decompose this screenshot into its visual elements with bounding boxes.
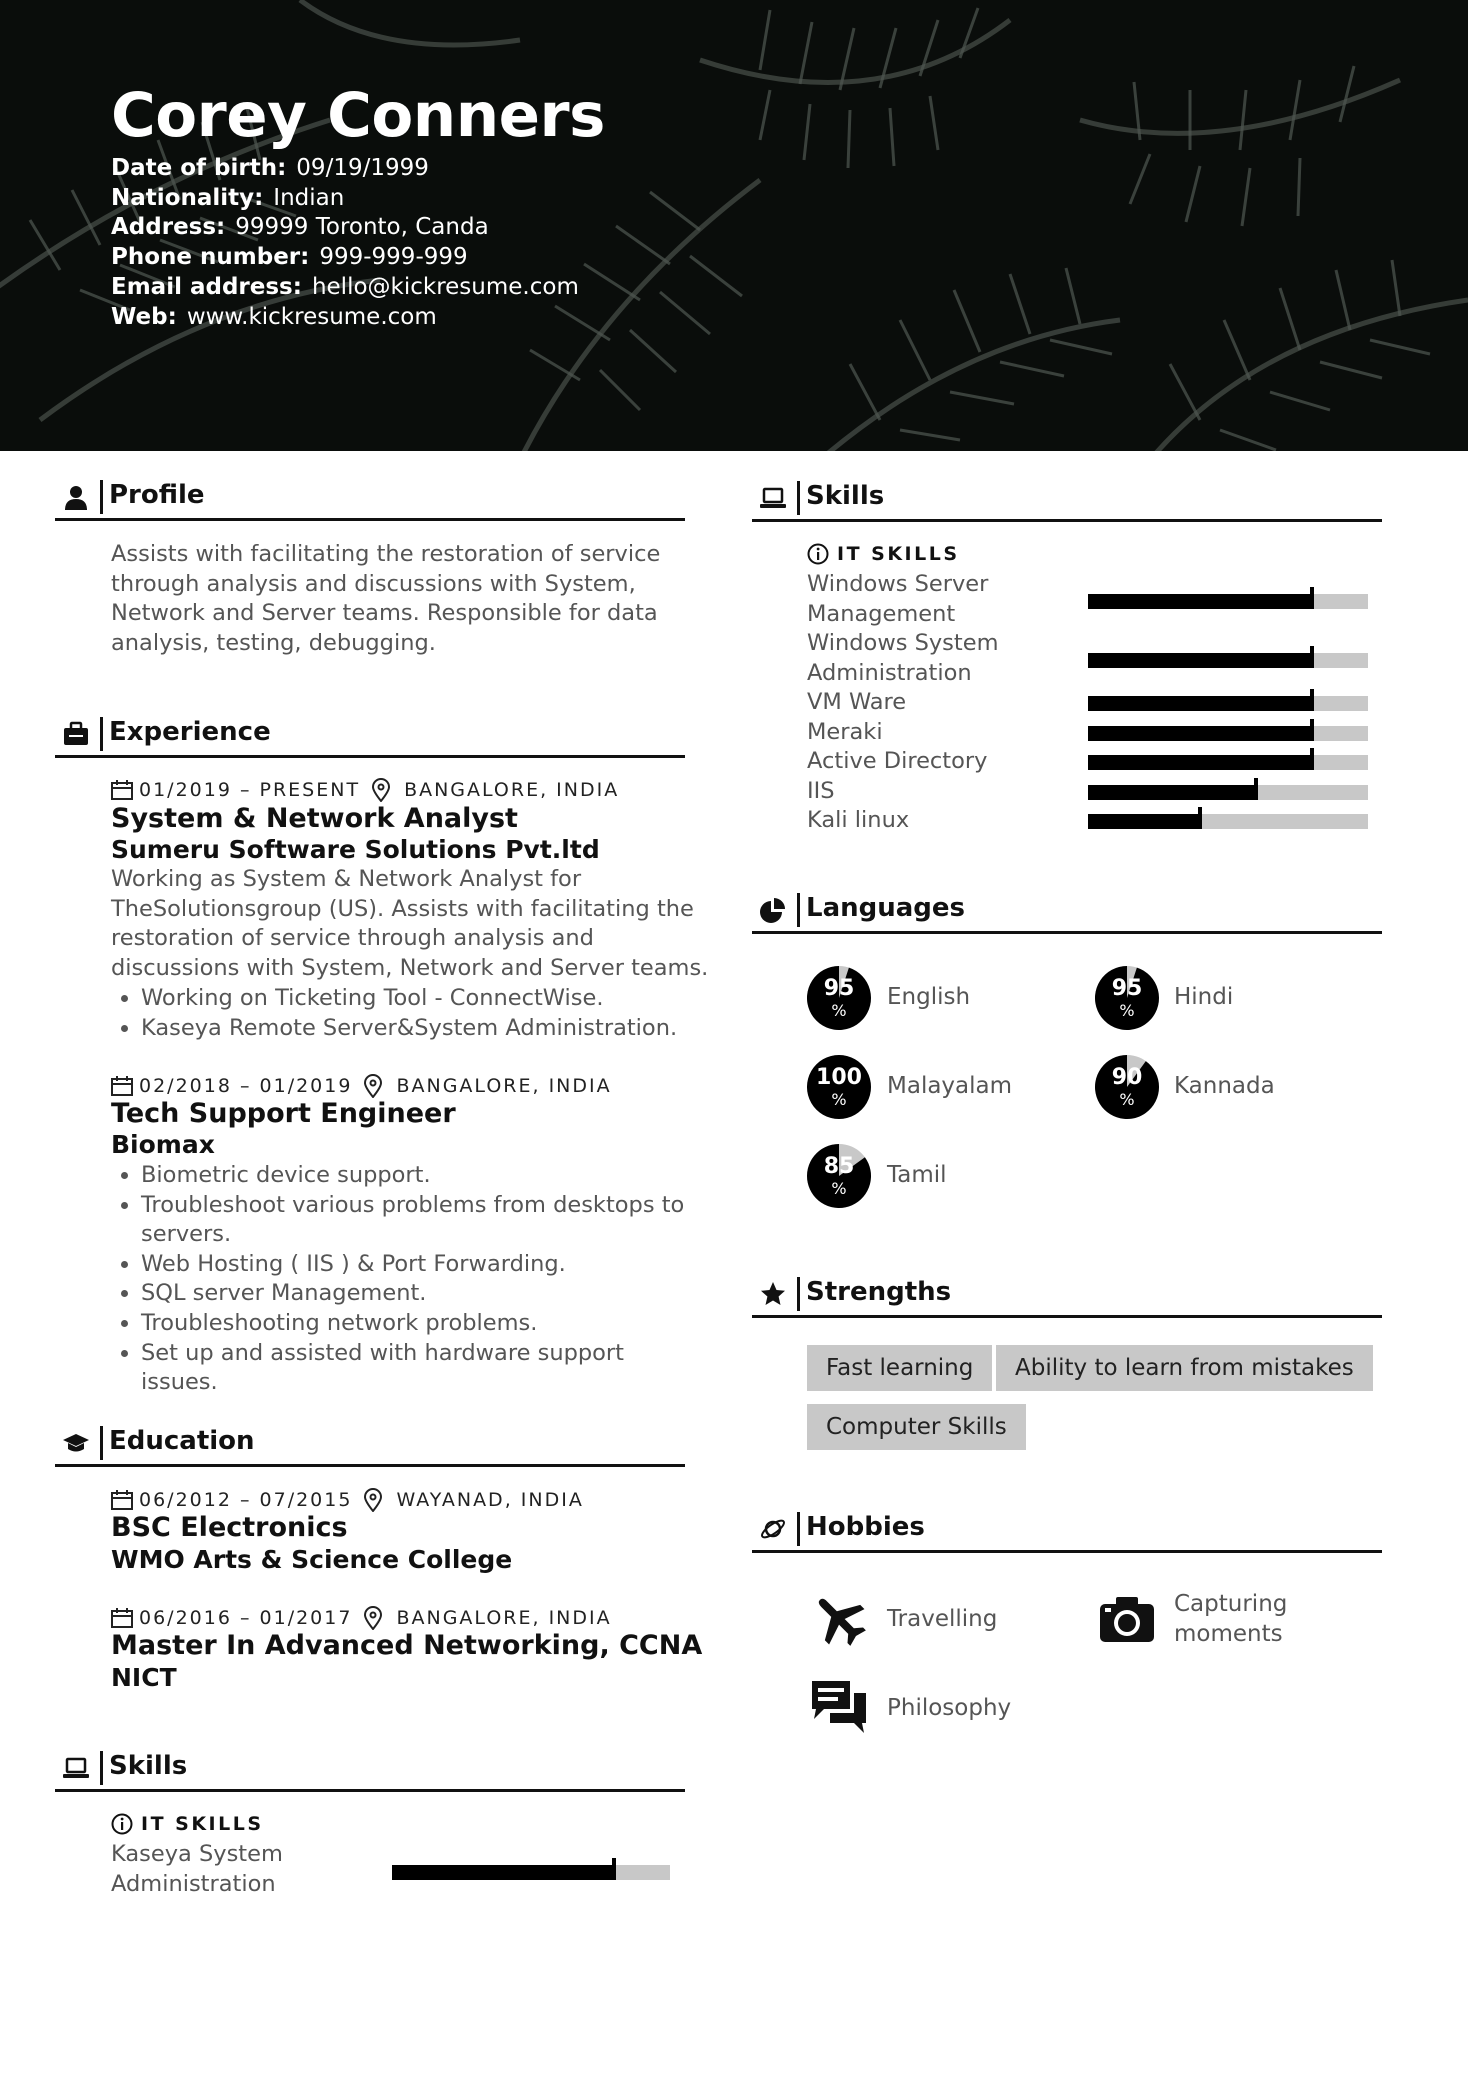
skills-section-header (55, 1749, 685, 1792)
hobby-name: Philosophy (887, 1695, 1012, 1721)
info-value: 09/19/1999 (296, 155, 429, 181)
calendar-icon (111, 780, 133, 800)
info-value: www.kickresume.com (186, 303, 437, 330)
job-title: Tech Support Engineer (111, 1098, 456, 1129)
calendar-icon (111, 1490, 133, 1510)
location-pin-icon (372, 778, 390, 802)
skill-level-bar (1088, 594, 1368, 609)
info-label: Nationality: (111, 184, 264, 211)
language-unit: % (831, 1090, 847, 1109)
section-title: Skills (109, 1751, 188, 1781)
education-school: WMO Arts & Science College (111, 1545, 513, 1574)
laptop-icon (760, 485, 786, 511)
section-divider (100, 717, 103, 751)
job-desc-line: TheSolutionsgroup (US). Assists with facilitating the (111, 895, 694, 922)
info-value: 99999 Toronto, Canda (235, 214, 489, 241)
job-bullet: • Troubleshooting network problems. (141, 1309, 701, 1339)
job-meta (111, 778, 619, 802)
job-bullet: • Kaseya Remote Server&System Administration. (141, 1014, 721, 1044)
job-bullets (111, 984, 721, 1043)
language-name: Tamil (887, 1162, 947, 1188)
info-label: Email address: (111, 273, 302, 300)
profile-section-header (55, 478, 685, 521)
profile-line: Network and Server teams. Responsible for data (111, 600, 658, 627)
skill-level-bar (1088, 785, 1368, 800)
section-title: Education (109, 1426, 255, 1456)
job-desc-line: restoration of service through analysis and (111, 925, 594, 952)
education-degree: Master In Advanced Networking, CCNA (111, 1630, 703, 1661)
skills-caption (807, 543, 960, 565)
strength-tag: Fast learning (807, 1345, 992, 1391)
skill-level-fill (392, 1865, 614, 1880)
language-value: 90 (1111, 1065, 1143, 1090)
skill-level-fill (1088, 653, 1312, 668)
job-bullet: • Biometric device support. (141, 1161, 701, 1191)
experience-section-header (55, 715, 685, 758)
education-section-header (55, 1424, 685, 1467)
hobbies-section-header (752, 1510, 1382, 1553)
language-unit: % (1119, 1001, 1135, 1020)
skill-level-fill (1088, 696, 1312, 711)
skill-level-marker (1198, 807, 1202, 829)
section-divider (100, 1426, 103, 1460)
skill-level-marker (1310, 587, 1314, 609)
section-title: Skills (806, 481, 885, 511)
job-dates: 02/2018 – 01/2019 (139, 1075, 353, 1097)
info-label: Phone number: (111, 244, 310, 271)
skill-level-fill (1088, 755, 1312, 770)
star-icon (760, 1281, 786, 1307)
location-pin-icon (364, 1074, 382, 1098)
info-icon (807, 543, 829, 565)
location-pin-icon (364, 1606, 382, 1630)
location-pin-icon (364, 1488, 382, 1512)
skill-level-bar (392, 1865, 670, 1880)
job-meta (111, 1074, 612, 1098)
info-icon (111, 1813, 133, 1835)
job-bullet: • Working on Ticketing Tool - ConnectWise. (141, 984, 721, 1014)
language-value: 95 (823, 976, 855, 1001)
camera-icon (1098, 1590, 1156, 1648)
info-email (111, 273, 579, 303)
info-value: 999-999-999 (319, 244, 468, 271)
education-degree: BSC Electronics (111, 1512, 348, 1543)
strength-tag: Computer Skills (807, 1404, 1026, 1450)
skill-name: Windows Server Management (807, 571, 989, 627)
skill-level-marker (1310, 646, 1314, 668)
skill-level-bar (1088, 755, 1368, 770)
section-divider (100, 480, 103, 514)
job-bullet: • Web Hosting ( IIS ) & Port Forwarding. (141, 1250, 701, 1280)
strengths-section-header (752, 1275, 1382, 1318)
job-company: Biomax (111, 1130, 215, 1159)
section-title: Hobbies (806, 1512, 925, 1542)
job-bullet: • Set up and assisted with hardware support issues. (141, 1339, 701, 1398)
skill-level-bar (1088, 696, 1368, 711)
section-divider (797, 893, 800, 927)
info-phone (111, 243, 579, 273)
education-dates: 06/2016 – 01/2017 (139, 1607, 353, 1629)
skill-level-marker (1254, 778, 1258, 800)
briefcase-icon (63, 721, 89, 747)
education-location: BANGALORE, INDIA (396, 1607, 612, 1629)
strength-tag: Ability to learn from mistakes (996, 1345, 1373, 1391)
language-unit: % (1119, 1090, 1135, 1109)
skill-name: VM Ware (807, 689, 907, 715)
skills-section-header (752, 479, 1382, 522)
info-value: Indian (273, 184, 345, 211)
skills-caption-label: IT SKILLS (837, 543, 960, 565)
section-divider (797, 1512, 800, 1546)
skill-name: Active Directory (807, 748, 988, 774)
education-meta (111, 1606, 612, 1630)
person-icon (63, 484, 89, 510)
job-desc-line: discussions with System, Network and Server teams. (111, 954, 709, 981)
skill-level-fill (1088, 594, 1312, 609)
hobby-name: Capturing moments (1174, 1591, 1288, 1647)
job-location: BANGALORE, INDIA (404, 779, 620, 801)
info-nationality (111, 184, 579, 214)
section-title: Languages (806, 893, 966, 923)
graduation-cap-icon (63, 1430, 89, 1456)
skill-level-marker (1310, 689, 1314, 711)
info-label: Web: (111, 303, 177, 330)
calendar-icon (111, 1608, 133, 1628)
skill-level-bar (1088, 814, 1368, 829)
job-company: Sumeru Software Solutions Pvt.ltd (111, 835, 600, 864)
job-bullet: • SQL server Management. (141, 1279, 701, 1309)
languages-section-header (752, 891, 1382, 934)
section-title: Strengths (806, 1277, 952, 1307)
job-bullets (111, 1161, 701, 1398)
skills-caption-label: IT SKILLS (141, 1813, 264, 1835)
skill-level-marker (1310, 748, 1314, 770)
section-title: Experience (109, 717, 271, 747)
personal-info (111, 154, 579, 332)
language-name: Hindi (1174, 984, 1234, 1010)
language-name: Kannada (1174, 1073, 1275, 1099)
planet-icon (760, 1516, 786, 1542)
language-unit: % (831, 1001, 847, 1020)
info-value: hello@kickresume.com (311, 273, 579, 300)
chat-icon (810, 1679, 868, 1737)
skill-name: Kaseya System Administration (111, 1841, 283, 1897)
info-web (111, 303, 579, 333)
info-address (111, 213, 579, 243)
education-meta (111, 1488, 584, 1512)
skills-caption (111, 1813, 264, 1835)
profile-line: Assists with facilitating the restoration of service (111, 541, 661, 567)
profile-line: through analysis and discussions with System, (111, 570, 636, 597)
header-banner (0, 0, 1468, 451)
skill-name: IIS (807, 778, 835, 804)
education-school: NICT (111, 1663, 177, 1692)
profile-text (111, 540, 691, 658)
language-value: 100 (816, 1065, 862, 1090)
section-divider (100, 1751, 103, 1785)
hobby-name: Travelling (887, 1606, 998, 1632)
laptop-icon (63, 1755, 89, 1781)
language-unit: % (831, 1179, 847, 1198)
skill-name: Kali linux (807, 807, 910, 833)
profile-line: analysis, testing, debugging. (111, 629, 436, 656)
education-dates: 06/2012 – 07/2015 (139, 1489, 353, 1511)
info-label: Date of birth: (111, 155, 287, 181)
info-label: Address: (111, 214, 226, 241)
skill-name: Windows System Administration (807, 630, 999, 686)
section-title: Profile (109, 480, 205, 510)
skill-level-marker (1310, 719, 1314, 741)
job-dates: 01/2019 – PRESENT (139, 779, 361, 801)
calendar-icon (111, 1076, 133, 1096)
skill-level-fill (1088, 785, 1256, 800)
education-location: WAYANAD, INDIA (396, 1489, 584, 1511)
skill-level-bar (1088, 653, 1368, 668)
section-divider (797, 481, 800, 515)
pie-chart-icon (760, 897, 786, 923)
skill-level-fill (1088, 726, 1312, 741)
section-divider (797, 1277, 800, 1311)
skill-name: Meraki (807, 719, 883, 745)
language-value: 85 (823, 1154, 855, 1179)
skill-level-fill (1088, 814, 1200, 829)
candidate-name: Corey Conners (111, 80, 605, 151)
language-name: English (887, 984, 971, 1010)
job-description (111, 865, 711, 983)
job-desc-line: Working as System & Network Analyst for (111, 866, 582, 892)
job-title: System & Network Analyst (111, 803, 518, 834)
airplane-icon (810, 1590, 868, 1648)
job-location: BANGALORE, INDIA (396, 1075, 612, 1097)
job-bullet: • Troubleshoot various problems from desktops to servers. (141, 1191, 701, 1250)
info-dob (111, 154, 579, 184)
skill-level-bar (1088, 726, 1368, 741)
language-name: Malayalam (887, 1073, 1013, 1099)
language-value: 95 (1111, 976, 1143, 1001)
skill-level-marker (612, 1858, 616, 1880)
